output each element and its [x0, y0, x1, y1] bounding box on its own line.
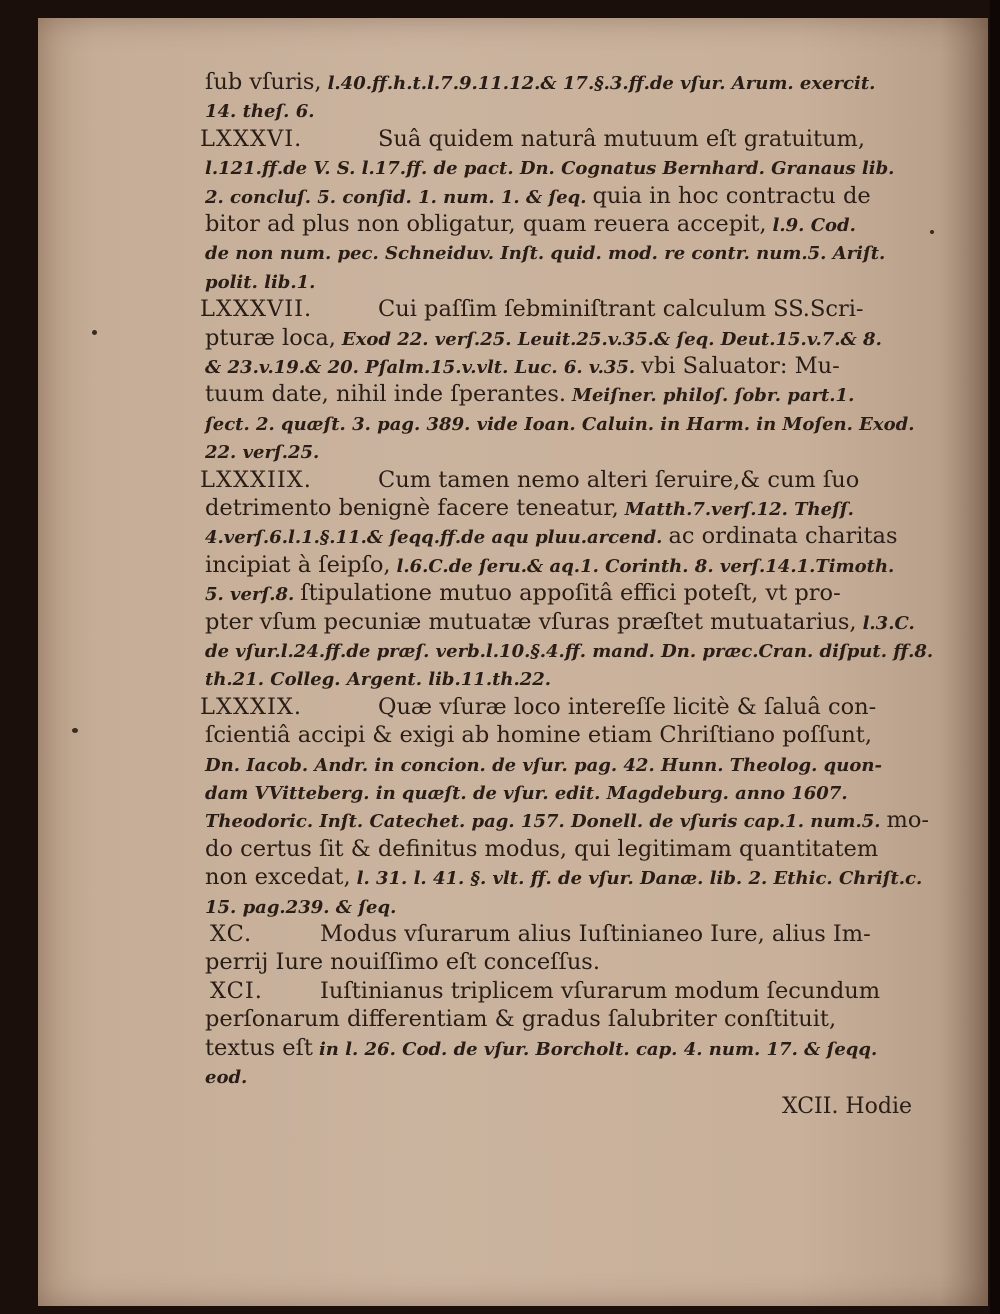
legal-citation: l.3.C.: [862, 612, 915, 634]
legal-citation: de vſur.l.24.ff.de præſ. verb.l.10.§.4.ff. mand. Dn. præc.Cran. diſput. ff.8.: [205, 641, 934, 662]
paragraph-number: LXXXVI.: [200, 125, 303, 152]
body-text: pturæ loca,: [205, 324, 336, 351]
legal-citation: Matth.7.verſ.12. Theſſ.: [624, 499, 854, 520]
paragraph-number: XCI.: [210, 977, 263, 1004]
body-text: Quæ vſuræ loco intereſſe licitè & ſaluâ con-: [378, 693, 877, 720]
text-line: [205, 608, 915, 638]
legal-citation: polit. lib.1.: [205, 271, 316, 293]
body-text: Modus vſurarum alius Iuſtinianeo Iure, alius Im-: [320, 921, 871, 947]
paragraph-number: LXXXIIX.: [200, 466, 312, 493]
paragraph-number: LXXXIX.: [200, 693, 303, 720]
legal-citation: Exod 22. verſ.25. Leuit.25.v.35.& ſeq. Deut.15.v.7.& 8.: [341, 328, 882, 350]
legal-citation: 5. verſ.8.: [205, 584, 295, 606]
body-text: ſcientiâ accipi & exigi ab homine etiam Chriſtiano poſſunt,: [205, 722, 872, 749]
paragraph-heading-line: [210, 920, 871, 948]
text-line: [205, 721, 872, 749]
ink-speck: [930, 230, 934, 234]
body-text: non excedat,: [205, 864, 351, 891]
text-line: [205, 579, 841, 609]
text-line: [205, 522, 898, 552]
legal-citation: Meiſner. philoſ. ſobr. part.1.: [572, 385, 855, 407]
body-text: detrimento benignè facere teneatur,: [205, 495, 619, 521]
text-line: [205, 494, 854, 524]
ink-speck: [72, 728, 78, 733]
legal-citation: 4.verſ.6.l.1.§.11.& ſeqq.ff.de aqu pluu.arcend.: [205, 527, 663, 549]
page-text: [150, 68, 934, 1108]
text-line: [205, 68, 875, 98]
body-text: vbi Saluator: Mu-: [641, 353, 840, 379]
text-line: [205, 750, 882, 780]
text-line: [205, 267, 315, 297]
legal-citation: 15. pag.239. & ſeq.: [205, 896, 397, 918]
paragraph-heading-line: [200, 693, 876, 721]
text-line: [205, 437, 319, 467]
legal-citation: ſect. 2. quæſt. 3. pag. 389. vide Ioan. Caluin. in Harm. in Moſen. Exod.: [205, 413, 915, 435]
legal-citation: eod.: [205, 1067, 248, 1088]
text-line: [205, 96, 315, 126]
text-line: [205, 551, 894, 581]
legal-citation: 22. verſ.25.: [205, 442, 320, 464]
body-text: do certus ſit & definitus modus, qui legitimam quantitatem: [205, 835, 879, 862]
legal-citation: 14. theſ. 6.: [205, 101, 315, 123]
book-spine-edge: [990, 0, 1000, 1314]
text-line: [205, 380, 854, 410]
text-line: [205, 778, 848, 808]
body-text: pter vſum pecuniæ mutuatæ vſuras præſtet mutuatarius,: [205, 608, 857, 635]
body-text: Cui paſſim ſebminiſtrant calculum SS.Scri-: [378, 296, 864, 323]
body-text: Cum tamen nemo alteri ſeruire,& cum ſuo: [378, 466, 860, 493]
text-line: [205, 636, 933, 666]
text-line: [205, 324, 882, 354]
text-line: [205, 182, 871, 212]
legal-citation: l.6.C.de ſeru.& aq.1. Corinth. 8. verſ.14.1.Timoth.: [396, 555, 895, 577]
legal-citation: 2. concluſ. 5. conſid. 1. num. 1. & ſeq.: [205, 186, 587, 208]
paragraph-number: XC.: [210, 921, 253, 947]
legal-citation: in l. 26. Cod. de vſur. Borcholt. cap. 4. num. 17. & ſeqq.: [318, 1038, 878, 1060]
legal-citation: l.40.ff.h.t.l.7.9.11.12.& 17.§.3.ff.de vſur. Arum. exercit.: [327, 73, 876, 94]
legal-citation: Theodoric. Inſt. Catechet. pag. 157. Donell. de vſuris cap.1. num.5.: [205, 811, 881, 833]
paragraph-heading-line: [200, 125, 865, 153]
body-text: Suâ quidem naturâ mutuum eſt gratuitum,: [378, 125, 866, 152]
text-line: [205, 892, 396, 922]
text-line: [205, 352, 840, 382]
body-text: textus eſt: [205, 1034, 313, 1061]
text-line: [205, 153, 894, 183]
body-text: ac ordinata charitas: [668, 523, 898, 550]
body-text: incipiat à ſeipſo,: [205, 551, 391, 578]
legal-citation: de non num. pec. Schneiduv. Inſt. quid. mod. re contr. num.5. Ariſt.: [205, 243, 886, 265]
body-text: quia in hoc contractu de: [592, 182, 871, 209]
body-text: bitor ad plus non obligatur, quam reuera accepit,: [205, 211, 767, 237]
text-line: [205, 238, 885, 268]
legal-citation: l. 31. l. 41. §. vlt. ff. de vſur. Danæ. lib. 2. Ethic. Chriſt.c.: [356, 868, 923, 890]
text-line: [205, 863, 922, 893]
text-line: [205, 210, 856, 240]
legal-citation: l.121.ff.de V. S. l.17.ff. de pact. Dn. Cognatus Bernhard. Granaus lib.: [205, 158, 895, 180]
legal-citation: l.9. Cod.: [772, 215, 856, 236]
legal-citation: Dn. Iacob. Andr. in concion. de vſur. pag. 42. Hunn. Theolog. quon-: [205, 754, 882, 776]
body-text: tuum date, nihil inde ſperantes.: [205, 381, 567, 408]
legal-citation: dam VVitteberg. in quæſt. de vſur. edit. Magdeburg. anno 1607.: [205, 783, 848, 804]
text-line: [205, 1034, 877, 1064]
body-text: ſub vſuris,: [205, 69, 322, 95]
text-line: [205, 664, 551, 694]
body-text: perſonarum differentiam & gradus ſalubriter conſtituit,: [205, 1006, 837, 1033]
text-line: [205, 1062, 247, 1092]
text-line: [205, 1005, 836, 1033]
text-line: [205, 835, 878, 863]
body-text: Iuſtinianus triplicem vſurarum modum ſecundum: [320, 977, 881, 1004]
body-text: mo-: [886, 807, 929, 834]
text-line: [205, 948, 600, 976]
paragraph-heading-line: [210, 977, 880, 1005]
catchword: XCII. Hodie: [781, 1094, 912, 1119]
body-text: perrij Iure nouiſſimo eſt conceſſus.: [205, 949, 601, 976]
paragraph-number: LXXXVII.: [200, 296, 313, 323]
body-text: ſtipulatione mutuo appoſitâ effici poteſt, vt pro-: [300, 580, 841, 607]
legal-citation: & 23.v.19.& 20. Pſalm.15.v.vlt. Luc. 6. v.35.: [205, 357, 636, 378]
paragraph-heading-line: [200, 466, 859, 494]
paragraph-heading-line: [200, 295, 864, 323]
legal-citation: th.21. Colleg. Argent. lib.11.th.22.: [205, 669, 552, 691]
text-line: [205, 409, 914, 439]
text-line: [205, 806, 929, 836]
ink-speck: [92, 330, 97, 335]
